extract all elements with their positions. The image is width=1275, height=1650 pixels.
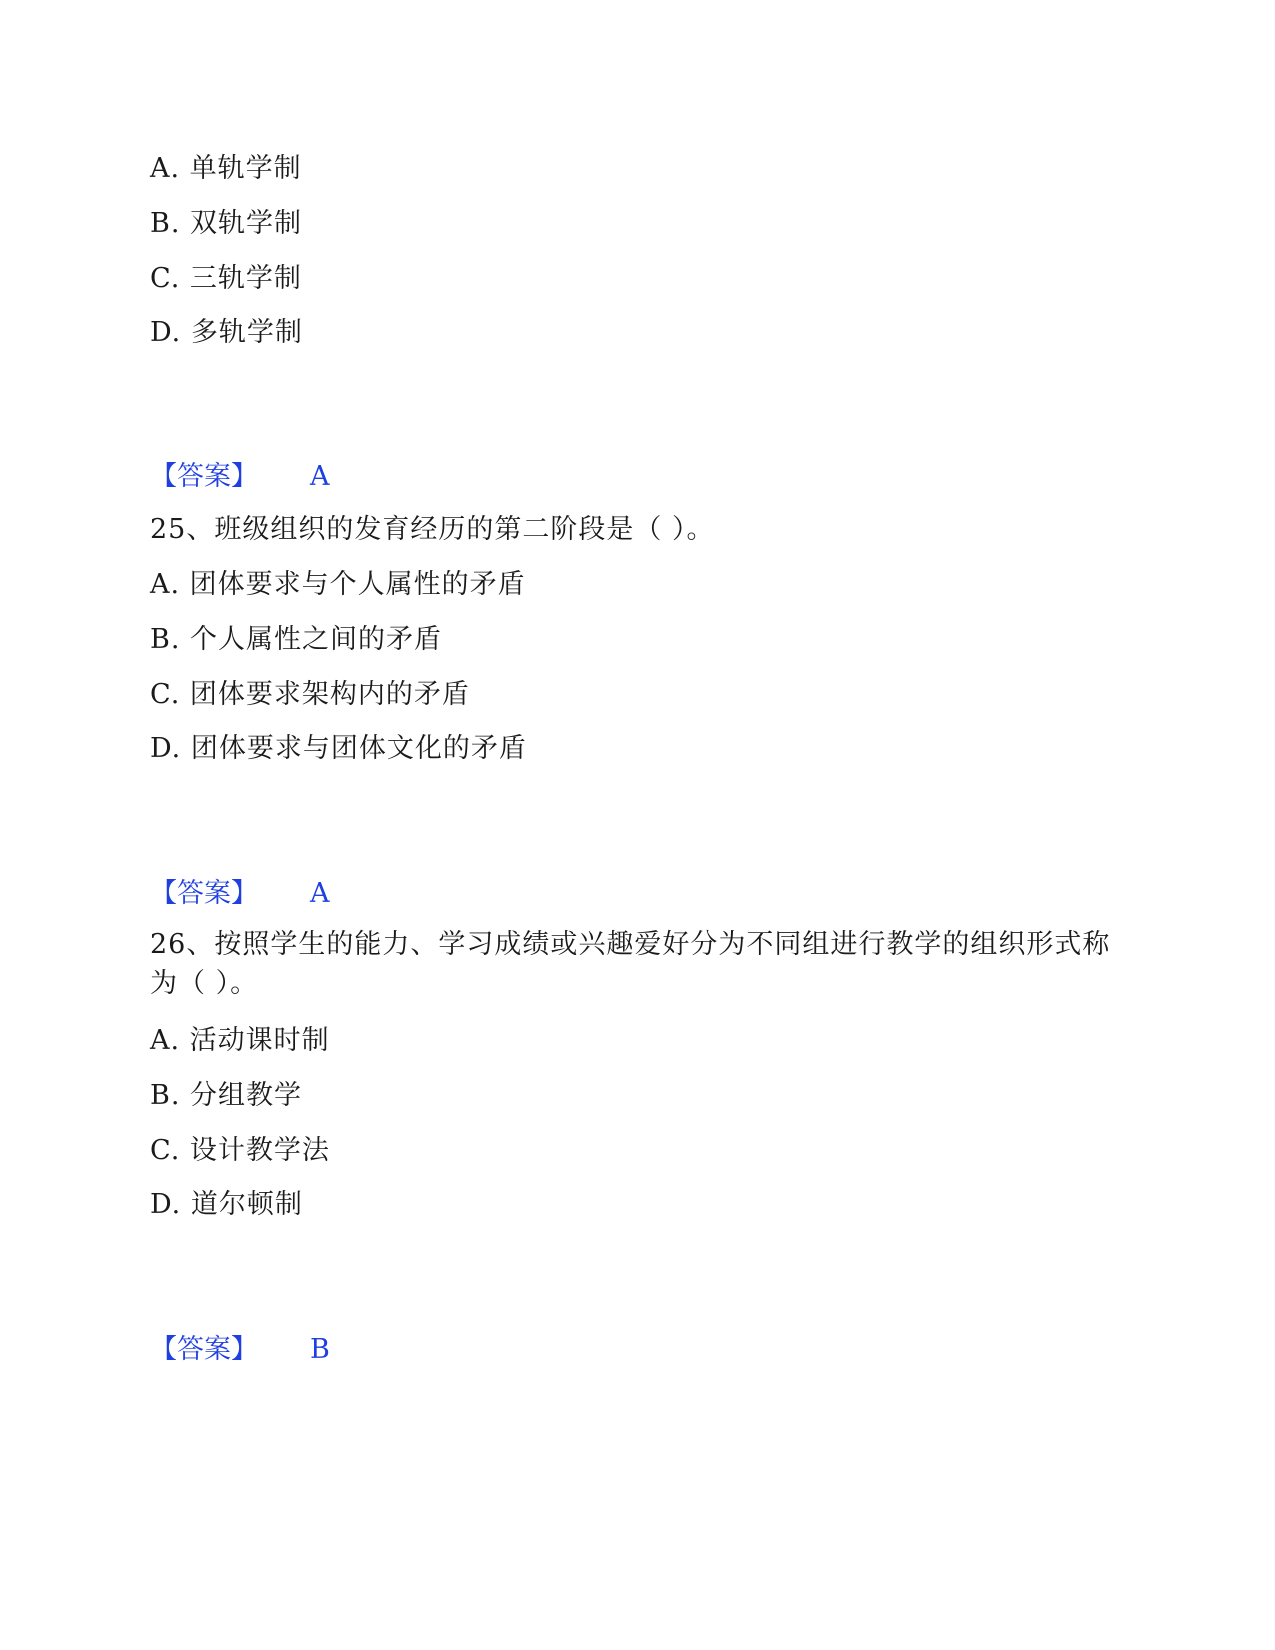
question-stem: 26、按照学生的能力、学习成绩或兴趣爱好分为不同组进行教学的组织形式称为（ ）。 — [150, 929, 1111, 999]
option-a: A. 单轨学制 — [150, 153, 302, 184]
answer-value: A — [310, 461, 330, 492]
option-a: A. 活动课时制 — [150, 1025, 330, 1056]
option-c: C. 设计教学法 — [150, 1135, 330, 1166]
answer-row — [150, 460, 330, 494]
option-b: B. 个人属性之间的矛盾 — [150, 624, 443, 655]
option-c: C. 团体要求架构内的矛盾 — [150, 679, 470, 710]
option-c: C. 三轨学制 — [150, 263, 302, 294]
answer-row — [150, 877, 330, 911]
answer-value: B — [310, 1334, 330, 1365]
option-d: D. 团体要求与团体文化的矛盾 — [150, 733, 527, 764]
question-stem: 25、班级组织的发育经历的第二阶段是（ ）。 — [150, 514, 715, 545]
option-d: D. 多轨学制 — [150, 317, 303, 348]
answer-label: 【答案】 — [150, 878, 258, 909]
answer-row — [150, 1333, 330, 1367]
answer-label: 【答案】 — [150, 1334, 258, 1365]
option-a: A. 团体要求与个人属性的矛盾 — [150, 569, 526, 600]
option-b: B. 分组教学 — [150, 1080, 303, 1111]
answer-value: A — [310, 878, 330, 909]
option-d: D. 道尔顿制 — [150, 1189, 303, 1220]
answer-label: 【答案】 — [150, 461, 258, 492]
option-b: B. 双轨学制 — [150, 208, 303, 239]
